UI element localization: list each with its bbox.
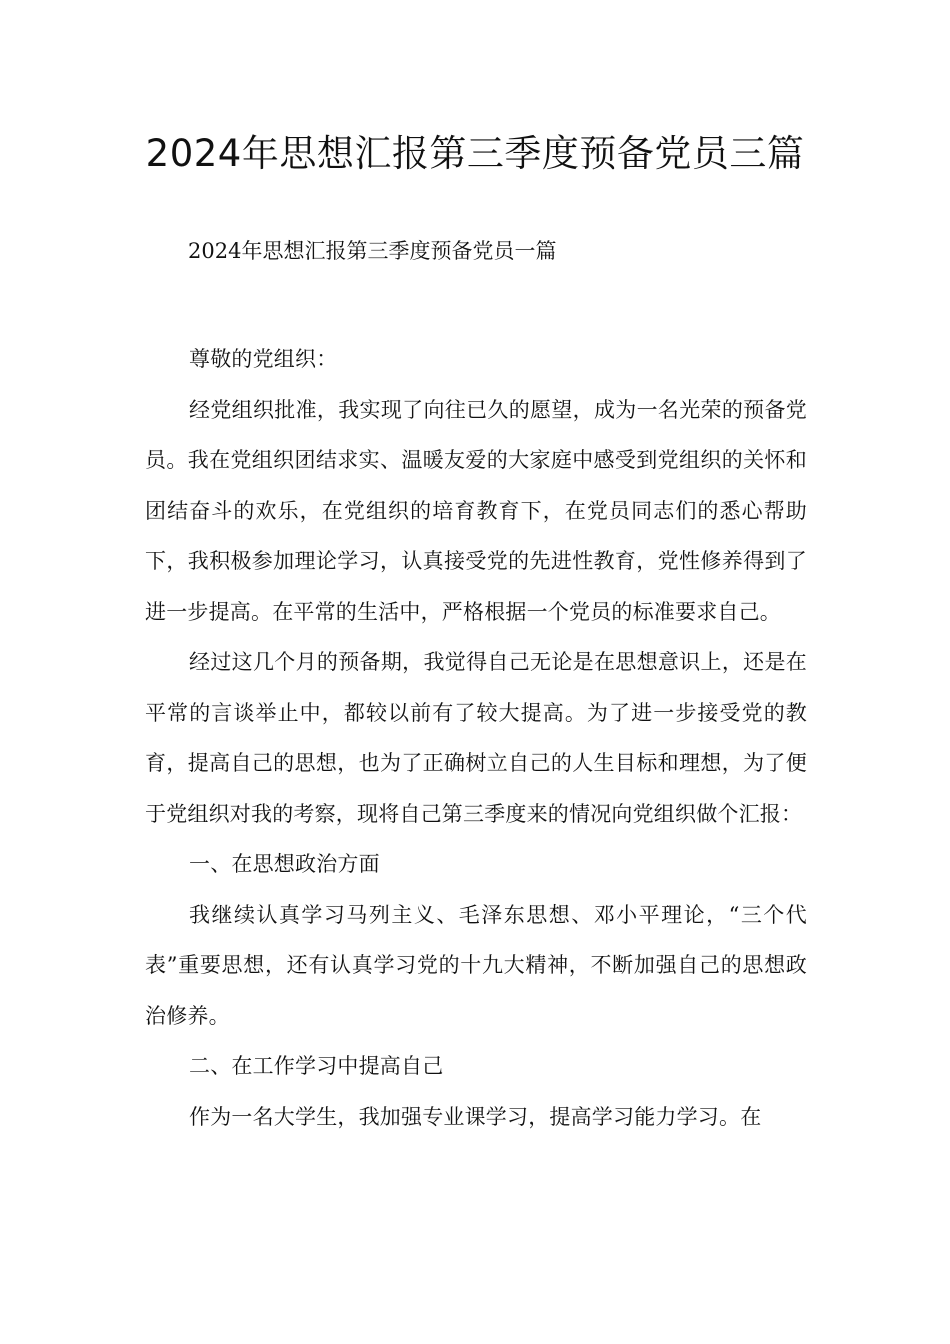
- document-subtitle: 2024年思想汇报第三季度预备党员一篇: [188, 239, 557, 263]
- paragraph: 经过这几个月的预备期，我觉得自己无论是在思想意识上，还是在平常的言谈举止中，都较以前有了较大提高。为了进一步接受党的教育，提高自己的思想，也为了正确树立自己的人生目标和理想，为了便于党组织对我的考察，现将自己第三季度来的情况向党组织做个汇报：: [145, 650, 807, 826]
- paragraph: 经党组织批准，我实现了向往已久的愿望，成为一名光荣的预备党员。我在党组织团结求实、温暖友爱的大家庭中感受到党组织的关怀和团结奋斗的欢乐，在党组织的培育教育下，在党员同志们的悉心帮助下，我积极参加理论学习，认真接受党的先进性教育，党性修养得到了进一步提高。在平常的生活中，严格根据一个党员的标准要求自己。: [145, 397, 807, 624]
- section-heading: 一、在思想政治方面: [189, 852, 380, 876]
- salutation: 尊敬的党组织：: [189, 347, 338, 371]
- section-heading: 二、在工作学习中提高自己: [189, 1054, 444, 1078]
- document-body: [145, 334, 807, 1142]
- paragraph: 我继续认真学习马列主义、毛泽东思想、邓小平理论，“三个代表”重要思想，还有认真学习党的十九大精神，不断加强自己的思想政治修养。: [145, 902, 807, 1028]
- document-title: 2024年思想汇报第三季度预备党员三篇: [145, 132, 805, 175]
- paragraph: 作为一名大学生，我加强专业课学习，提高学习能力学习。在: [189, 1104, 762, 1129]
